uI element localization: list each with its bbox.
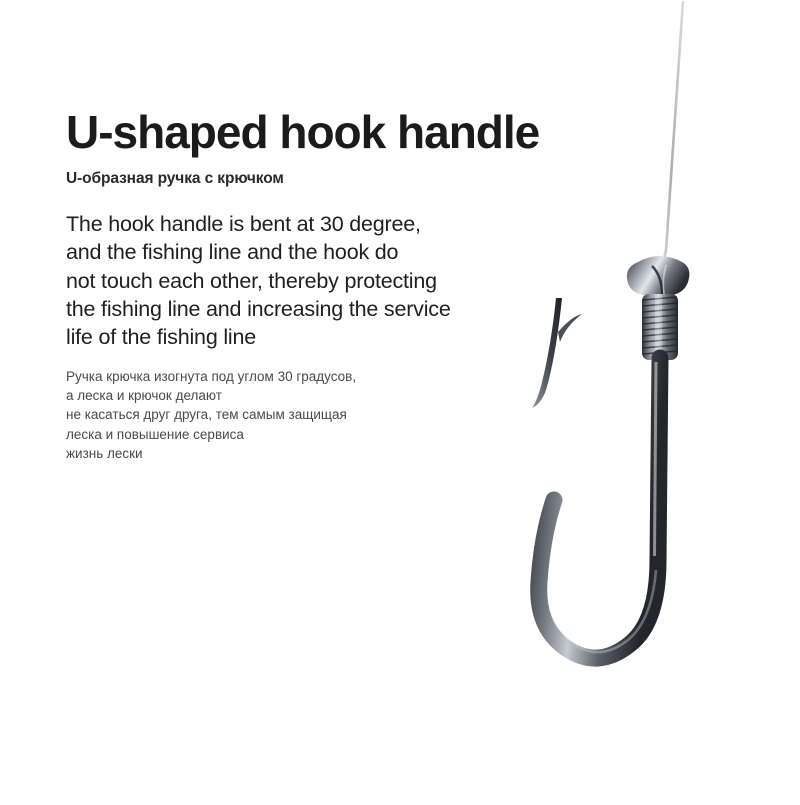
description-english-line: the fishing line and increasing the service: [66, 296, 451, 321]
hook-illustration: [470, 0, 800, 800]
page-subtitle: U-образная ручка с крючком: [66, 170, 284, 188]
text-block: [66, 106, 540, 463]
description-russian-line: леска и повышение сервиса: [66, 426, 244, 442]
description-russian-line: а леска и крючок делают: [66, 388, 222, 404]
fishing-line: [662, 2, 683, 268]
description-russian: [66, 367, 536, 463]
description-english-line: and the fishing line and the hook do: [66, 240, 399, 265]
hook-eye: [627, 256, 689, 297]
hook-point: [532, 298, 562, 408]
description-russian-line: жизнь лески: [66, 445, 143, 461]
hook-shank-and-bend: [539, 358, 660, 658]
description-english-line: not touch each other, thereby protecting: [66, 268, 437, 293]
description-russian-line: не касаться друг друга, тем самым защищая: [66, 407, 347, 423]
description-russian-line: Ручка крючка изогнута под углом 30 градусов,: [66, 369, 357, 385]
description-english-line: The hook handle is bent at 30 degree,: [66, 212, 421, 237]
page-title: U-shaped hook handle: [66, 106, 540, 158]
shank-highlight: [655, 362, 657, 556]
description-english: [66, 210, 536, 351]
hook-barb: [558, 314, 582, 342]
hook-illustration-svg: [470, 0, 800, 800]
description-english-line: life of the fishing line: [66, 324, 257, 349]
